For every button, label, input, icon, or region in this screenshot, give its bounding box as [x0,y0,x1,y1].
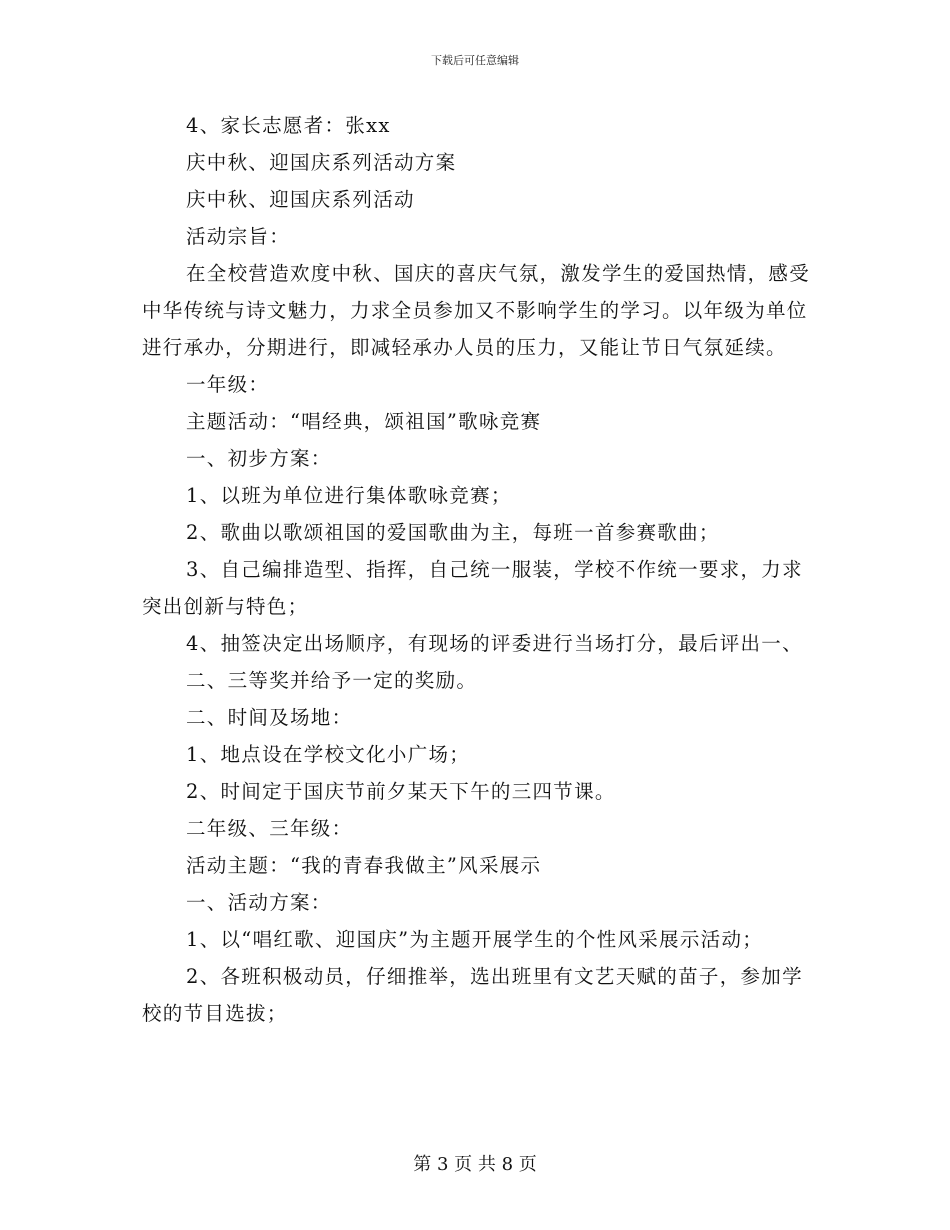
paragraph: 3、自己编排造型、指挥，自己统一服装，学校不作统一要求，力求突出创新与特色； [142,558,803,618]
paragraph: 1、地点设在学校文化小广场； [186,743,471,766]
paragraph: 一年级： [186,373,270,396]
paragraph: 二、时间及场地： [186,706,353,729]
paragraph: 一、活动方案： [186,891,332,914]
paragraph: 1、以“唱红歌、迎国庆”为主题开展学生的个性风采展示活动； [186,928,764,951]
paragraph: 活动主题：“我的青春我做主”风采展示 [186,854,542,877]
paragraph: 2、各班积极动员，仔细推举，选出班里有文艺天赋的苗子，参加学校的节目选拔； [142,965,803,1025]
paragraph: 一、初步方案： [186,447,332,470]
paragraph: 4、抽签决定出场顺序，有现场的评委进行当场打分，最后评出一、 [186,632,803,655]
paragraph: 在全校营造欢度中秋、国庆的喜庆气氛，激发学生的爱国热情，感受中华传统与诗文魅力，力求全员参加又不影响学生的学习。以年级为单位进行承办，分期进行，即减轻承办人员的压力，又能让节日气氛延续。 [142,262,811,359]
paragraph: 庆中秋、迎国庆系列活动 [186,188,415,211]
paragraph: 4、家长志愿者：张xx [186,114,391,137]
page-number: 第 3 页 共 8 页 [413,1154,537,1175]
paragraph: 2、歌曲以歌颂祖国的爱国歌曲为主，每班一首参赛歌曲； [186,521,720,544]
paragraph: 2、时间定于国庆节前夕某天下午的三四节课。 [186,780,616,803]
paragraph: 1、以班为单位进行集体歌咏竞赛； [186,484,512,507]
paragraph: 主题活动：“唱经典，颂祖国”歌咏竞赛 [186,410,542,433]
page-header: 下载后可任意编辑 [431,54,519,67]
document-body [142,107,812,1032]
paragraph: 活动宗旨： [186,225,291,248]
paragraph: 二、三等奖并给予一定的奖励。 [186,669,478,692]
paragraph: 庆中秋、迎国庆系列活动方案 [186,151,457,174]
paragraph: 二年级、三年级： [186,817,353,840]
